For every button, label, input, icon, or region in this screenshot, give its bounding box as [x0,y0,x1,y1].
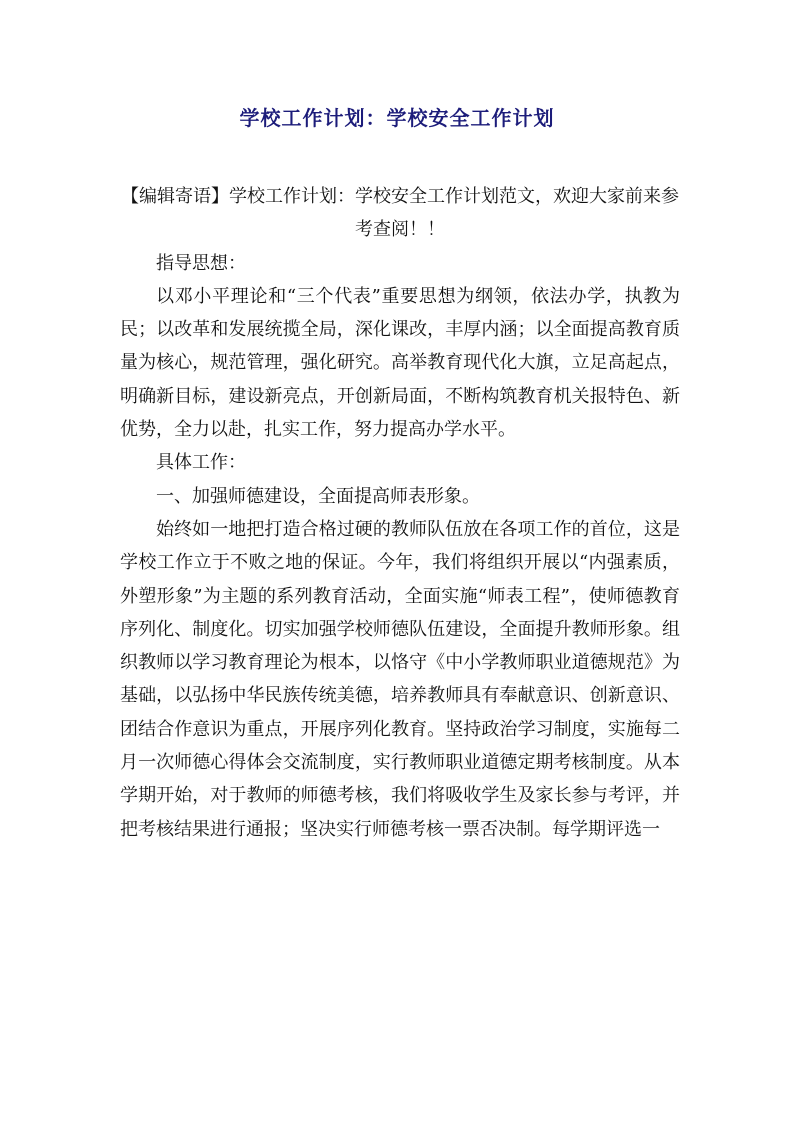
section1-heading: 一、加强师德建设，全面提高师表形象。 [156,485,480,507]
guiding-paragraph: 以邓小平理论和“三个代表”重要思想为纲领，依法办学，执教为民；以改革和发展统揽全局，深化课改，丰厚内涵；以全面提高教育质量为核心，规范管理，强化研究。高举教育现代化大旗，立足高起点，明确新目标，建设新亮点，开创新局面，不断构筑教育机关报特色、新优势，全力以赴，扎实工作，努力提高办学水平。 [120,285,680,441]
guiding-heading: 指导思想： [156,252,246,274]
document-title: 学校工作计划：学校安全工作计划 [239,106,555,130]
editor-note: 【编辑寄语】学校工作计划：学校安全工作计划范文，欢迎大家前来参考查阅！！ [121,186,679,241]
section1-paragraph: 始终如一地把打造合格过硬的教师队伍放在各项工作的首位，这是学校工作立于不败之地的保证。今年，我们将组织开展以“内强素质，外塑形象”为主题的系列教育活动，全面实施“师表工程”，使师德教育序列化、制度化。切实加强学校师德队伍建设，全面提升教师形象。组织教师以学习教育理论为根本，以恪守《中小学教师职业道德规范》为基础，以弘扬中华民族传统美德，培养教师具有奉献意识、创新意识、团结合作意识为重点，开展序列化教育。坚持政治学习制度，实施每二月一次师德心得体会交流制度，实行教师职业道德定期考核制度。从本学期开始，对于教师的师德考核，我们将吸收学生及家长参与考评，并把考核结果进行通报；坚决实行师德考核一票否决制。每学期评选一 [120,518,680,840]
document-body [120,180,680,846]
work-heading: 具体工作： [156,452,246,474]
